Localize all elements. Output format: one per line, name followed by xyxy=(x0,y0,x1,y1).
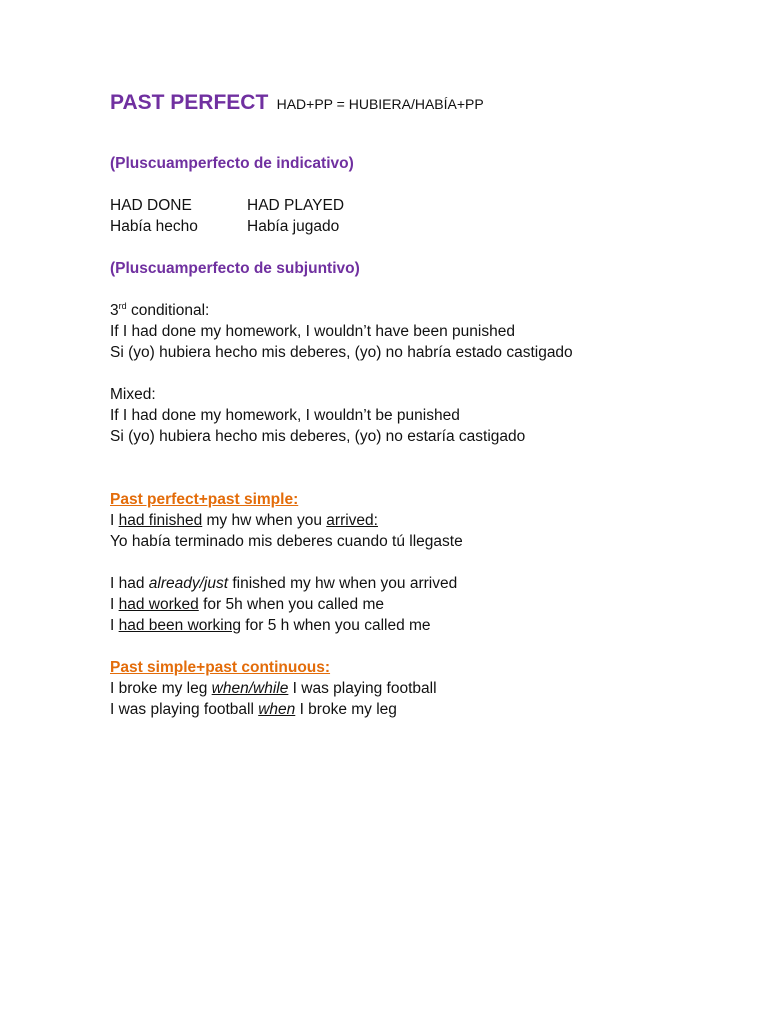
text-segment: I was playing football xyxy=(288,680,437,697)
had-played-text: HAD PLAYED xyxy=(247,197,345,214)
conditional-label: conditional: xyxy=(126,302,210,319)
psc-example-1 xyxy=(110,678,730,699)
text-segment: my hw when you xyxy=(202,512,327,529)
underlined-when: when xyxy=(258,701,296,718)
past-simple-continuous-heading: Past simple+past continuous: xyxy=(110,659,331,676)
third-superscript: rd xyxy=(118,300,127,311)
pp-example-1 xyxy=(110,510,730,531)
text-segment: for 5 h when you called me xyxy=(241,617,431,634)
text-segment: I xyxy=(110,596,119,613)
past-perfect-simple-heading: Past perfect+past simple: xyxy=(110,491,299,508)
text-segment: I xyxy=(110,512,119,529)
text-segment: I had xyxy=(110,575,149,592)
pp-example-1-spanish: Yo había terminado mis deberes cuando tú llegaste xyxy=(110,533,463,550)
third-conditional-label xyxy=(110,300,730,321)
habia-jugado-text: Había jugado xyxy=(247,218,340,235)
page-title: PAST PERFECT xyxy=(110,91,269,114)
text-segment: for 5h when you called me xyxy=(198,596,385,613)
document-page xyxy=(110,88,730,720)
indicative-row-spanish xyxy=(110,216,730,237)
pp-example-3 xyxy=(110,594,730,615)
text-segment: I xyxy=(110,617,119,634)
text-segment: finished my hw when you arrived xyxy=(228,575,458,592)
title-formula: HAD+PP = HUBIERA/HABÍA+PP xyxy=(276,96,484,112)
third-conditional-english: If I had done my homework, I wouldn’t have been punished xyxy=(110,323,515,340)
indicative-row-english xyxy=(110,195,730,216)
underlined-had-finished: had finished xyxy=(118,512,203,529)
had-done-text: HAD DONE xyxy=(110,197,192,214)
text-segment: I broke my leg xyxy=(295,701,397,718)
underlined-arrived: arrived: xyxy=(326,512,378,529)
third-number: 3 xyxy=(110,302,119,319)
pp-example-4 xyxy=(110,615,730,636)
underlined-had-worked: had worked xyxy=(118,596,199,613)
subjunctive-heading: (Pluscuamperfecto de subjuntivo) xyxy=(110,260,360,277)
title-row xyxy=(110,88,730,118)
indicative-heading: (Pluscuamperfecto de indicativo) xyxy=(110,155,354,172)
underlined-had-been-working: had been working xyxy=(118,617,241,634)
mixed-label: Mixed: xyxy=(110,386,156,403)
mixed-spanish: Si (yo) hubiera hecho mis deberes, (yo) no estaría castigado xyxy=(110,428,526,445)
text-segment: I was playing football xyxy=(110,701,259,718)
mixed-english: If I had done my homework, I wouldn’t be punished xyxy=(110,407,460,424)
psc-example-2 xyxy=(110,699,730,720)
habia-hecho-text: Había hecho xyxy=(110,218,198,235)
pp-example-2 xyxy=(110,573,730,594)
third-conditional-spanish: Si (yo) hubiera hecho mis deberes, (yo) no habría estado castigado xyxy=(110,344,573,361)
italic-already-just: already/just xyxy=(148,575,229,592)
underlined-when-while: when/while xyxy=(211,680,289,697)
text-segment: I broke my leg xyxy=(110,680,212,697)
